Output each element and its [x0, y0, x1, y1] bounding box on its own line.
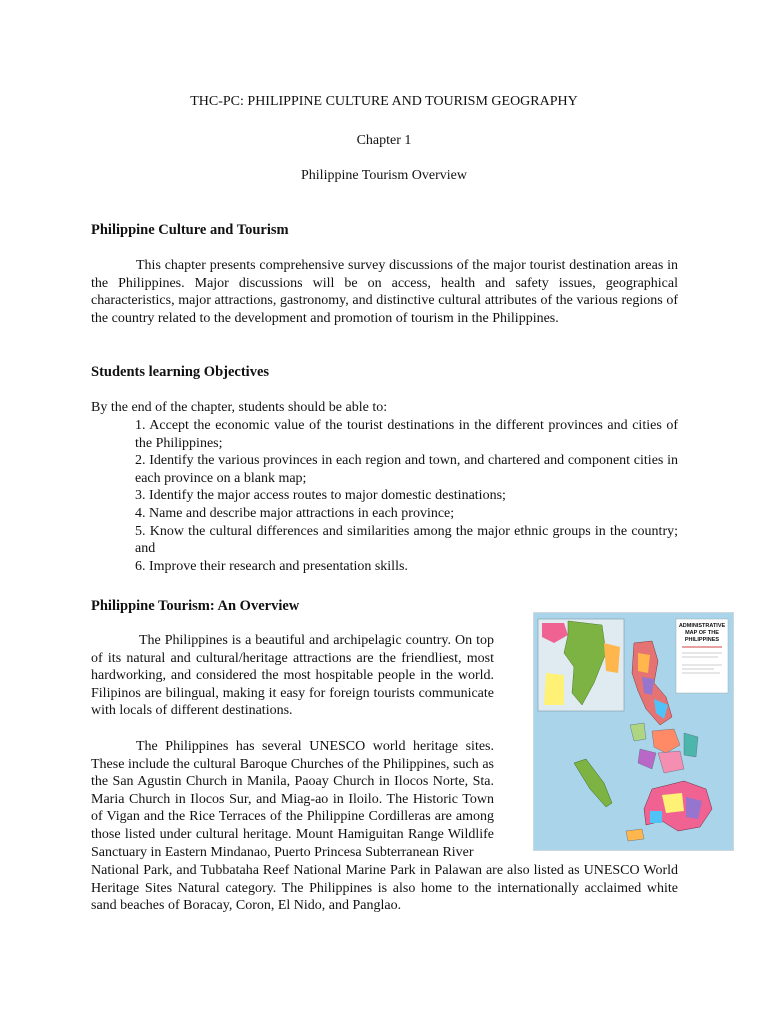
objective-item: 4. Name and describe major attractions in each province; [135, 505, 455, 521]
chapter-title: Philippine Tourism Overview [301, 168, 467, 183]
overview-paragraph-2: The Philippines has several UNESCO world heritage sites. These include the cultural Baroque Churches of the Philippines, such as the San Agustin Church in Manila, Paoay Church in Ilocos Norte, Sta. Maria Church in Ilocos Sur, and Miag-ao in Iloilo. The Historic Town of Vigan and the Rice Terraces of the Philippine Cordilleras are among those listed under cultural heritage. Mount Hamiguitan Range Wildlife Sanctuary in Eastern Mindanao, Puerto Princesa Subterranean River [91, 739, 494, 860]
objectives-intro: By the end of the chapter, students should be able to: [91, 400, 388, 415]
map-title-line: PHILIPPINES [684, 637, 720, 643]
chapter-number: Chapter 1 [356, 133, 412, 148]
map-title-line: MAP OF THE [685, 630, 719, 636]
overview-paragraph-2-continued: National Park, and Tubbataha Reef National Marine Park in Palawan are also listed as UNESCO World Heritage Sites Natural category. The Philippines is also home to the internationally acclaimed white sand beaches of Boracay, Coron, El Nido, and Panglao. [91, 863, 678, 914]
section-heading-objectives: Students learning Objectives [91, 364, 270, 380]
objective-item: 1. Accept the economic value of the tourist destinations in the different provinces and cities of the Philippines; [135, 418, 678, 451]
objective-item: 6. Improve their research and presentation skills. [135, 558, 408, 574]
overview-paragraph-1: The Philippines is a beautiful and archipelagic country. On top of its natural and cultural/heritage attractions are the friendliest, most hardworking, and considered the most hospitable people in the world. Filipinos are bilingual, making it easy for foreign tourists communicate with locals of different destinations. [91, 633, 494, 719]
section-heading-culture: Philippine Culture and Tourism [91, 222, 289, 238]
philippines-administrative-map [533, 612, 734, 851]
objectives-list [135, 417, 678, 575]
course-title: THC-PC: PHILIPPINE CULTURE AND TOURISM GEOGRAPHY [190, 94, 578, 109]
objective-item: 5. Know the cultural differences and similarities among the major ethnic groups in the country; and [135, 523, 678, 557]
objective-item: 2. Identify the various provinces in each region and town, and chartered and component cities in each province on a blank map; [135, 453, 678, 486]
objective-item: 3. Identify the major access routes to major domestic destinations; [135, 488, 506, 504]
section-heading-overview: Philippine Tourism: An Overview [91, 598, 300, 614]
map-graphic [534, 613, 733, 850]
culture-paragraph: This chapter presents comprehensive survey discussions of the major tourist destination areas in the Philippines. Major discussions will be on access, health and safety issues, geographical characteristics, major attractions, gastronomy, and distinctive cultural attributes of the various regions of the country related to the development and promotion of tourism in the Philippines. [91, 258, 678, 326]
map-title-line: ADMINISTRATIVE [678, 623, 726, 629]
